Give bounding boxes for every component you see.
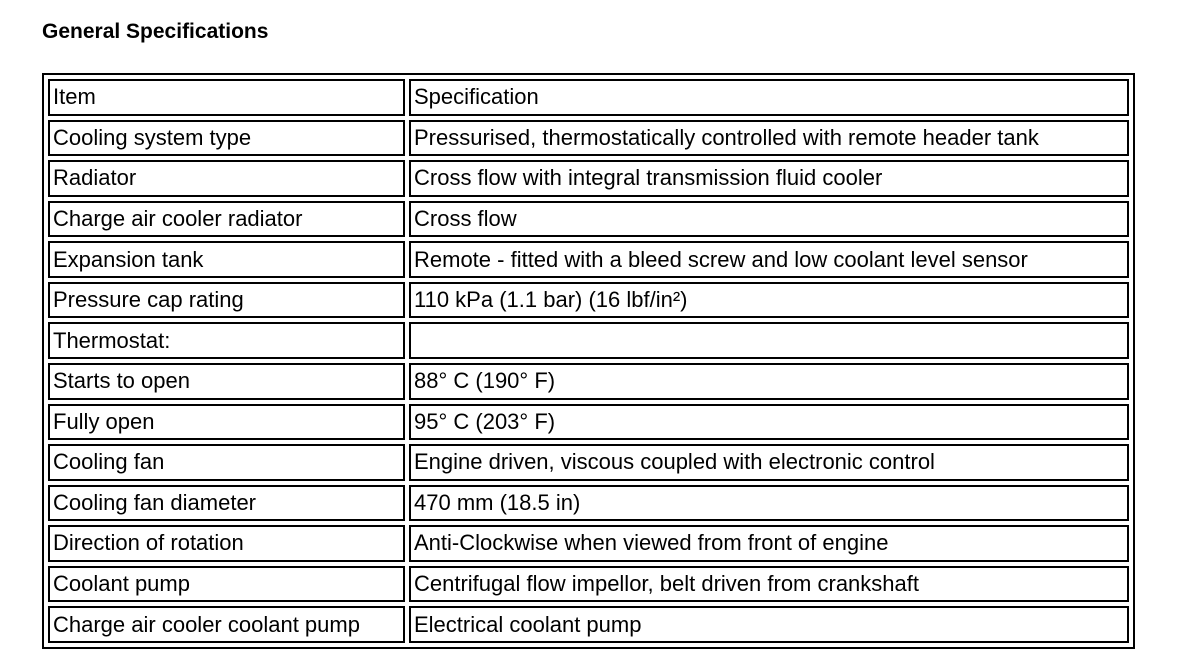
specification-cell [409,322,1129,359]
item-cell: Cooling system type [48,120,405,157]
table-row [48,525,1129,562]
item-cell: Charge air cooler radiator [48,201,405,238]
table-row [48,363,1129,400]
table-row [48,444,1129,481]
item-cell: Charge air cooler coolant pump [48,606,405,643]
specification-cell: Pressurised, thermostatically controlled with remote header tank [409,120,1129,157]
page-title: General Specifications [42,20,269,43]
table-row [48,566,1129,603]
table-row [48,160,1129,197]
table-row [48,606,1129,643]
table-header-row [48,79,1129,116]
specification-cell: Anti-Clockwise when viewed from front of engine [409,525,1129,562]
item-cell: Thermostat: [48,322,405,359]
table-row [48,322,1129,359]
table-row [48,120,1129,157]
item-cell: Coolant pump [48,566,405,603]
item-cell: Fully open [48,404,405,441]
table-row [48,404,1129,441]
specifications-table-body [48,79,1129,643]
item-cell: Direction of rotation [48,525,405,562]
column-header-item: Item [48,79,405,116]
specification-cell: 95° C (203° F) [409,404,1129,441]
specification-cell: 110 kPa (1.1 bar) (16 lbf/in²) [409,282,1129,319]
specification-cell: 88° C (190° F) [409,363,1129,400]
specification-cell: Engine driven, viscous coupled with electronic control [409,444,1129,481]
column-header-specification: Specification [409,79,1129,116]
item-cell: Cooling fan diameter [48,485,405,522]
table-row [48,241,1129,278]
item-cell: Pressure cap rating [48,282,405,319]
item-cell: Cooling fan [48,444,405,481]
table-row [48,201,1129,238]
table-row [48,485,1129,522]
specification-cell: 470 mm (18.5 in) [409,485,1129,522]
specification-cell: Centrifugal flow impellor, belt driven from crankshaft [409,566,1129,603]
specifications-table [42,73,1135,649]
specification-cell: Remote - fitted with a bleed screw and low coolant level sensor [409,241,1129,278]
specification-cell: Cross flow [409,201,1129,238]
item-cell: Expansion tank [48,241,405,278]
item-cell: Radiator [48,160,405,197]
table-row [48,282,1129,319]
item-cell: Starts to open [48,363,405,400]
specification-cell: Electrical coolant pump [409,606,1129,643]
specification-cell: Cross flow with integral transmission fluid cooler [409,160,1129,197]
